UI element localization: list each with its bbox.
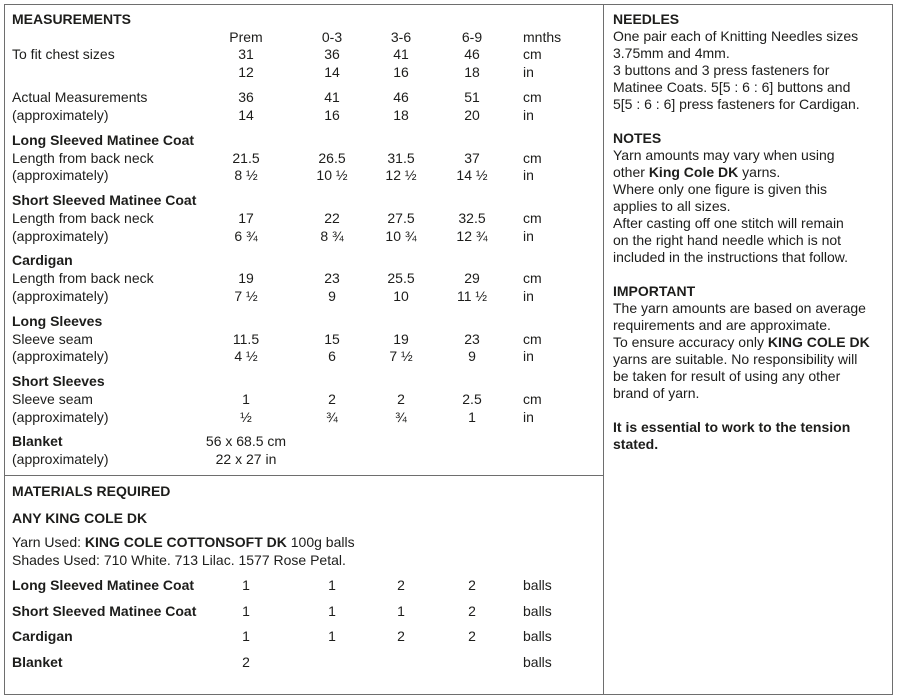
row-label: Sleeve seam (12, 331, 93, 347)
measurement-value: 2.5 (462, 391, 482, 407)
row-unit: cm (523, 46, 542, 62)
row-unit: in (523, 167, 534, 183)
row-label: (approximately) (12, 348, 109, 364)
measurement-value: 1 (468, 409, 476, 425)
row-unit: cm (523, 331, 542, 347)
measurement-value: 7 ½ (234, 288, 258, 304)
needles-title: NEEDLES (613, 11, 680, 27)
measurement-value: 8 ½ (234, 167, 258, 183)
needles-line: One pair each of Knitting Needles sizes (613, 28, 859, 44)
material-label: Short Sleeved Matinee Coat (12, 603, 197, 619)
row-label: Length from back neck (12, 270, 154, 286)
ball-count: 2 (242, 654, 250, 670)
row-unit: cm (523, 270, 542, 286)
notes-line2-suffix: yarns. (738, 164, 781, 180)
measurement-value: 11.5 (232, 331, 260, 347)
shades-used: Shades Used: 710 White. 713 Lilac. 1577 Rose Petal. (12, 552, 346, 568)
row-unit: in (523, 64, 534, 80)
measurement-value: 2 (328, 391, 336, 407)
row-unit: cm (523, 150, 542, 166)
measurement-value: 21.5 (232, 150, 260, 166)
ball-count: 1 (242, 603, 250, 619)
material-unit: balls (523, 577, 552, 593)
notes-title: NOTES (613, 130, 662, 146)
measurement-value: ¾ (326, 409, 338, 425)
yarn-used-name: KING COLE COTTONSOFT DK (84, 534, 287, 550)
measurement-value: 6 ¾ (234, 228, 258, 244)
measurement-value: 25.5 (387, 270, 415, 286)
yarn-used-suffix: 100g balls (286, 534, 355, 550)
blanket-size-cm: 56 x 68.5 cm (205, 433, 287, 449)
right-panel (613, 11, 891, 453)
size-header-0-3: 0-3 (321, 29, 343, 45)
measurement-value: 8 ¾ (320, 228, 344, 244)
important-line3-bold: KING COLE DK (767, 334, 870, 350)
tension-note: It is essential to work to the tension stated. (613, 419, 851, 452)
unit-header: mnths (523, 29, 562, 45)
material-unit: balls (523, 603, 552, 619)
notes-line2-bold: King Cole DK (648, 164, 739, 180)
size-header-3-6: 3-6 (390, 29, 412, 45)
measurement-value: 46 (464, 46, 480, 62)
materials-title: MATERIALS REQUIRED (12, 483, 171, 499)
notes-line (613, 164, 891, 181)
measurement-value: 26.5 (318, 150, 346, 166)
notes-line: Where only one figure is given this (613, 181, 827, 197)
measurement-value: 9 (468, 348, 476, 364)
row-unit: in (523, 409, 534, 425)
material-label: Long Sleeved Matinee Coat (12, 577, 195, 593)
blanket-label: Blanket (12, 433, 63, 449)
row-label: Actual Measurements (12, 89, 148, 105)
measurement-value: 16 (393, 64, 409, 80)
ball-count: 1 (242, 628, 250, 644)
measurement-value: 2 (397, 391, 405, 407)
ball-count: 2 (468, 628, 476, 644)
row-label: (approximately) (12, 228, 109, 244)
measurement-value: 6 (328, 348, 336, 364)
row-label: To fit chest sizes (12, 46, 115, 62)
important-line: requirements and are approximate. (613, 317, 831, 333)
measurement-value: 7 ½ (389, 348, 413, 364)
important-line3-prefix: To ensure accuracy only (613, 334, 768, 350)
row-unit: cm (523, 210, 542, 226)
measurement-value: 9 (328, 288, 336, 304)
row-unit: cm (523, 391, 542, 407)
measurements-title: MEASUREMENTS (12, 11, 132, 27)
measurement-value: 36 (238, 89, 254, 105)
ball-count: 2 (468, 603, 476, 619)
garment-heading: Cardigan (12, 252, 73, 268)
measurement-value: ¾ (395, 409, 407, 425)
measurement-value: 18 (393, 107, 409, 123)
measurement-value: 18 (464, 64, 480, 80)
needles-line: 3 buttons and 3 press fasteners for (613, 62, 830, 78)
ball-count: 1 (397, 603, 405, 619)
row-unit: in (523, 107, 534, 123)
measurement-value: 31.5 (387, 150, 415, 166)
materials-subtitle: ANY KING COLE DK (12, 510, 148, 526)
needles-line: 5[5 : 6 : 6] press fasteners for Cardigan. (613, 96, 860, 112)
yarn-used-prefix: Yarn Used: (12, 534, 85, 550)
important-line: brand of yarn. (613, 385, 700, 401)
measurement-value: 51 (464, 89, 480, 105)
measurement-value: 27.5 (387, 210, 415, 226)
measurement-value: 10 ½ (316, 167, 348, 183)
row-label: (approximately) (12, 409, 109, 425)
notes-line: Yarn amounts may vary when using (613, 147, 835, 163)
measurement-value: 41 (324, 89, 340, 105)
row-unit: cm (523, 89, 542, 105)
measurement-value: 12 ¾ (456, 228, 488, 244)
measurement-value: 11 ½ (456, 288, 488, 304)
measurement-value: 12 ½ (385, 167, 417, 183)
measurement-value: 17 (238, 210, 254, 226)
measurement-value: 1 (242, 391, 250, 407)
important-line: The yarn amounts are based on average (613, 300, 866, 316)
row-label: (approximately) (12, 288, 109, 304)
row-unit: in (523, 228, 534, 244)
row-label: (approximately) (12, 167, 109, 183)
row-label: Length from back neck (12, 150, 154, 166)
measurement-value: 15 (324, 331, 340, 347)
measurement-value: 10 ¾ (385, 228, 417, 244)
row-unit: in (523, 348, 534, 364)
important-line: be taken for result of using any other (613, 368, 841, 384)
notes-line: After casting off one stitch will remain (613, 215, 844, 231)
measurement-value: 19 (238, 270, 254, 286)
measurement-value: 14 (324, 64, 340, 80)
section-divider (4, 475, 604, 476)
important-line (613, 334, 891, 351)
measurement-value: 4 ½ (234, 348, 258, 364)
ball-count: 2 (468, 577, 476, 593)
measurement-value: 12 (238, 64, 254, 80)
measurement-value: 14 ½ (456, 167, 488, 183)
material-unit: balls (523, 628, 552, 644)
row-label: Sleeve seam (12, 391, 93, 407)
ball-count: 2 (397, 628, 405, 644)
column-divider (603, 4, 604, 694)
ball-count: 1 (328, 603, 336, 619)
ball-count: 1 (328, 628, 336, 644)
row-label: Length from back neck (12, 210, 154, 226)
measurement-value: 31 (238, 46, 254, 62)
measurement-value: 23 (324, 270, 340, 286)
size-header-prem: Prem (229, 29, 263, 45)
measurement-value: 32.5 (458, 210, 486, 226)
measurement-value: 20 (464, 107, 480, 123)
blanket-size-in: 22 x 27 in (215, 451, 277, 467)
material-unit: balls (523, 654, 552, 670)
needles-line: 3.75mm and 4mm. (613, 45, 730, 61)
garment-heading: Long Sleeves (12, 313, 103, 329)
measurement-value: ½ (240, 409, 252, 425)
yarn-used (12, 534, 355, 551)
row-unit: in (523, 288, 534, 304)
measurement-value: 16 (324, 107, 340, 123)
row-label: (approximately) (12, 107, 109, 123)
notes-line: included in the instructions that follow. (613, 249, 849, 265)
measurement-value: 23 (464, 331, 480, 347)
garment-heading: Short Sleeves (12, 373, 105, 389)
material-label: Cardigan (12, 628, 73, 644)
important-title: IMPORTANT (613, 283, 696, 299)
measurement-value: 19 (393, 331, 409, 347)
ball-count: 1 (242, 577, 250, 593)
notes-line: applies to all sizes. (613, 198, 731, 214)
measurement-value: 14 (238, 107, 254, 123)
size-header-6-9: 6-9 (461, 29, 483, 45)
notes-line2-prefix: other (613, 164, 649, 180)
material-label: Blanket (12, 654, 63, 670)
garment-heading: Short Sleeved Matinee Coat (12, 192, 197, 208)
ball-count: 2 (397, 577, 405, 593)
measurement-value: 36 (324, 46, 340, 62)
measurement-value: 41 (393, 46, 409, 62)
measurement-value: 46 (393, 89, 409, 105)
notes-line: on the right hand needle which is not (613, 232, 842, 248)
ball-count: 1 (328, 577, 336, 593)
measurement-value: 10 (393, 288, 409, 304)
garment-heading: Long Sleeved Matinee Coat (12, 132, 195, 148)
measurement-value: 22 (324, 210, 340, 226)
measurement-value: 29 (464, 270, 480, 286)
blanket-approx-label: (approximately) (12, 451, 109, 467)
needles-line: Matinee Coats. 5[5 : 6 : 6] buttons and (613, 79, 851, 95)
important-line: yarns are suitable. No responsibility will (613, 351, 858, 367)
measurement-value: 37 (464, 150, 480, 166)
